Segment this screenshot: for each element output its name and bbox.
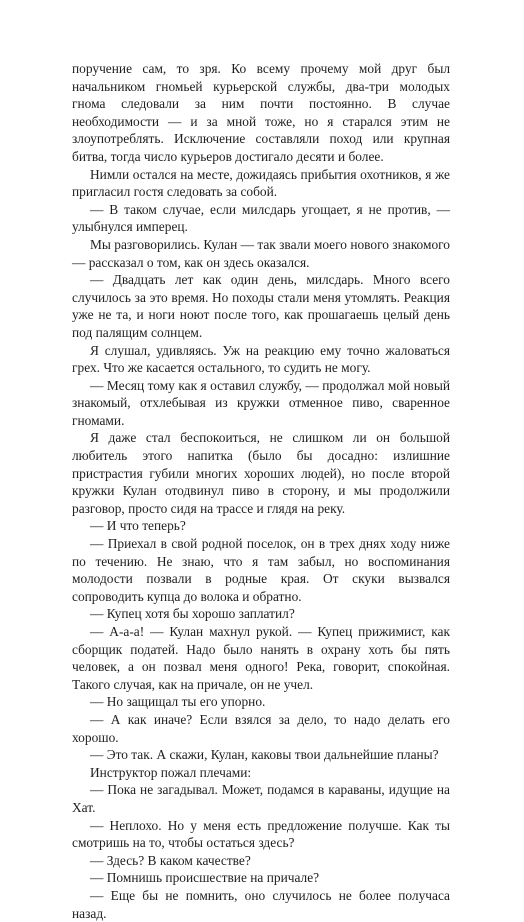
paragraph-3: — В таком случае, если милсдарь угощает, я не против, — улыбнулся имперец. [72,201,450,235]
paragraph-15: — Это так. А скажи, Кулан, каковы твои дальнейшие планы? [90,747,439,763]
book-page [72,60,450,922]
paragraph-1: поручение сам, то зря. Ко всему прочему мой друг был начальником гномьей курьерской службы, два-три молодых гнома следовали за ним почти постоянно. В случае необходимости — и за мной тоже, но я старался этим не злоупотреблять. Исключение составляли поход или крупная битва, тогда число курьеров достигало десяти и более. [72,61,450,164]
paragraph-5: — Двадцать лет как один день, милсдарь. Много всего случилось за это время. Но походы стали меня утомлять. Реакция уже не та, и ноги ноют после того, как прошагаешь целый день под палящим солнцем. [72,272,450,340]
paragraph-6: Я слушал, удивляясь. Уж на реакцию ему точно жаловаться грех. Что же касается остального, то судить не могу. [72,342,450,376]
paragraph-2: Нимли остался на месте, дожидаясь прибытия охотников, я же пригласил гостя следовать за собой. [72,166,450,200]
paragraph-4: Мы разговорились. Кулан — так звали моего нового знакомого — рассказал о том, как он здесь оказался. [72,236,450,270]
paragraph-10: — Приехал в свой родной поселок, он в трех днях ходу ниже по течению. Не знаю, что я там забыл, но воспоминания молодости позвали в родные края. От скуки вызвался сопроводить купца до волока и обратно. [72,536,450,604]
paragraph-17: — Пока не загадывал. Может, подамся в караваны, идущие на Хат. [72,782,450,815]
paragraph-21: — Еще бы не помнить, оно случилось не более получаса назад. [72,887,450,921]
paragraph-18: — Неплохо. Но у меня есть предложение получше. Как ты смотришь на то, чтобы остаться здесь? [72,817,450,851]
paragraph-14: — А как иначе? Если взялся за дело, то надо делать его хорошо. [72,711,450,745]
paragraph-7: — Месяц тому как я оставил службу, — продолжал мой новый знакомый, отхлебывая из кружки отменное пиво, сваренное гномами. [72,377,450,428]
paragraph-19: — Здесь? В каком качестве? [90,852,251,868]
paragraph-13: — Но защищал ты его упорно. [90,694,266,710]
paragraph-12: — А-а-а! — Кулан махнул рукой. — Купец прижимист, как сборщик податей. Надо было нанять в охрану хоть бы пять человек, а он позвал меня одного! Река, говорит, спокойная. Такого случая, как на причале, он не учел. [72,624,450,692]
paragraph-8: Я даже стал беспокоиться, не слишком ли он большой любитель этого напитка (было бы досадно: излишние пристрастия губили многих хороших людей), но после второй кружки Кулан отодвинул пиво в сторону, и мы продолжили разговор, просто сидя на трассе и глядя на реку. [72,430,450,516]
paragraph-9: — И что теперь? [90,518,186,534]
paragraph-16: Инструктор пожал плечами: [90,764,252,780]
paragraph-11: — Купец хотя бы хорошо заплатил? [90,606,295,622]
paragraph-20: — Помнишь происшествие на причале? [90,870,320,886]
